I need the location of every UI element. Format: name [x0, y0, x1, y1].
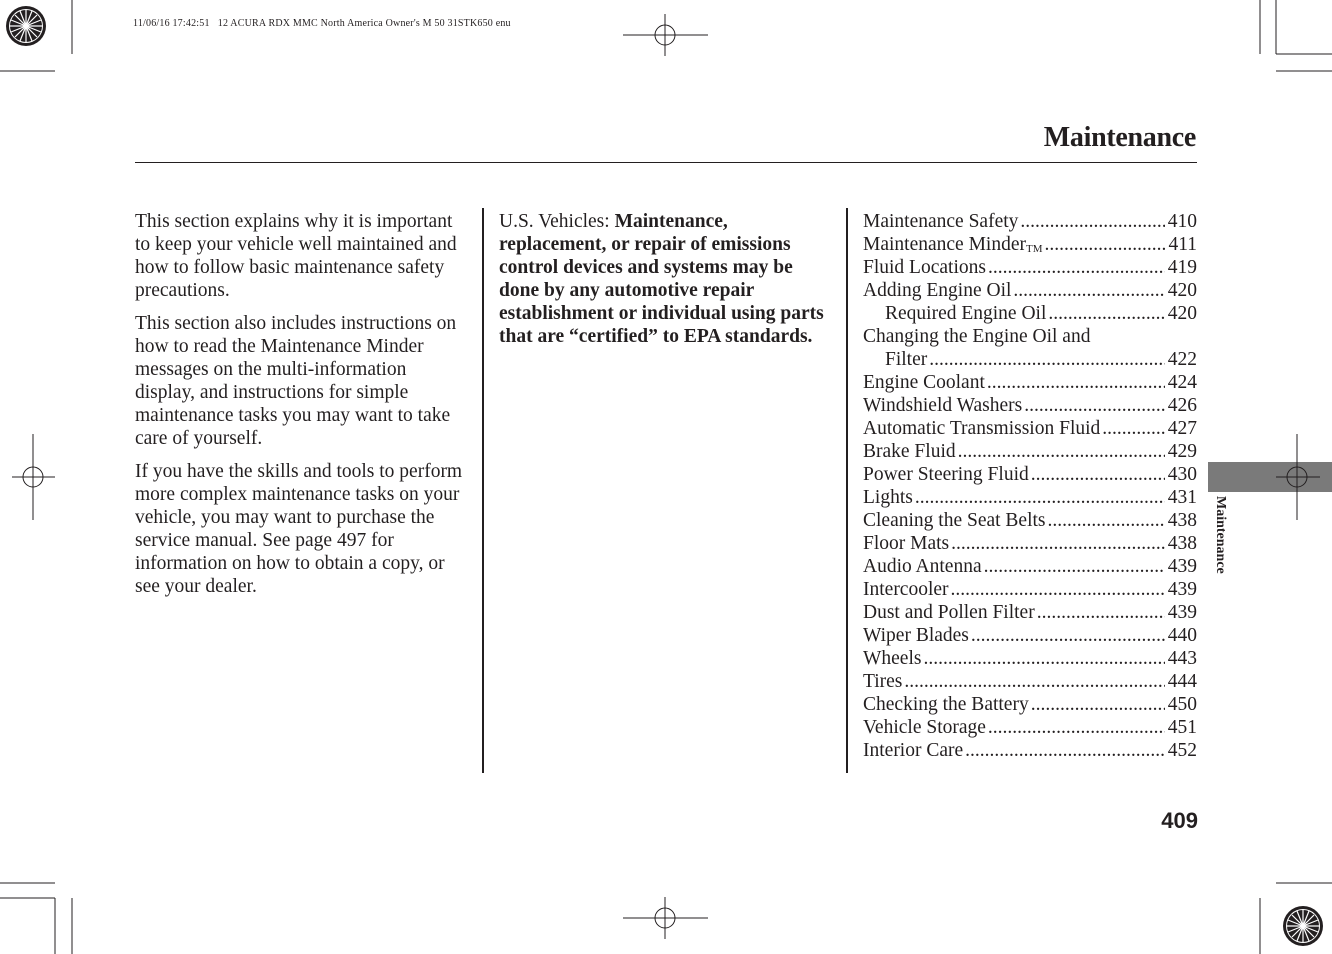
toc-entry-page: 427	[1167, 418, 1197, 439]
toc-entry[interactable]	[863, 486, 1197, 509]
toc-entry[interactable]	[863, 509, 1197, 532]
toc-entry[interactable]	[863, 578, 1197, 601]
toc-entry-label: Adding Engine Oil	[863, 280, 1012, 301]
toc-entry[interactable]	[863, 279, 1197, 302]
toc-entry-page: 419	[1167, 257, 1197, 278]
toc-leader-dots	[965, 739, 1165, 762]
toc-entry[interactable]	[863, 555, 1197, 578]
toc-leader-dots	[1102, 417, 1164, 440]
toc-leader-dots	[958, 440, 1165, 463]
toc-entry-page: 431	[1167, 487, 1197, 508]
toc-entry-page: 443	[1167, 648, 1197, 669]
toc-leader-dots	[1013, 279, 1164, 302]
toc-entry-page: 410	[1167, 211, 1197, 232]
toc-entry[interactable]	[863, 624, 1197, 647]
toc-leader-dots	[915, 486, 1165, 509]
intro-paragraph-3: If you have the skills and tools to perform more complex maintenance tasks on your vehicle, you may want to purchase the service manual. See page 497 for information on how to obtain a copy, or see your dealer.	[135, 461, 463, 597]
toc-leader-dots	[988, 256, 1165, 279]
toc-entry[interactable]	[863, 210, 1197, 233]
toc-leader-dots	[1031, 463, 1165, 486]
toc-entry[interactable]	[863, 647, 1197, 670]
toc-entry[interactable]	[863, 325, 1197, 348]
toc-entry[interactable]	[863, 371, 1197, 394]
toc-entry[interactable]	[863, 739, 1197, 762]
toc-entry-label: Engine Coolant	[863, 372, 985, 393]
toc-entry[interactable]	[863, 532, 1197, 555]
toc-entry[interactable]	[863, 601, 1197, 624]
toc-leader-dots	[988, 716, 1165, 739]
toc-entry-label: Wheels	[863, 648, 922, 669]
toc-entry-page: 438	[1167, 533, 1197, 554]
intro-column	[135, 210, 465, 608]
toc-entry-label: Vehicle Storage	[863, 717, 986, 738]
trademark-mark: TM	[1025, 243, 1043, 255]
toc-entry-page: 450	[1167, 694, 1197, 715]
toc-leader-dots	[929, 348, 1165, 371]
toc-leader-dots	[1031, 693, 1165, 716]
toc-entry-page: 422	[1167, 349, 1197, 370]
toc-entry-label: Maintenance Safety	[863, 211, 1019, 232]
toc-entry-label: Wiper Blades	[863, 625, 969, 646]
page-number: 409	[1161, 808, 1198, 833]
toc-entry-page: 439	[1167, 602, 1197, 623]
toc-entry[interactable]	[863, 716, 1197, 739]
toc-entry-label: Tires	[863, 671, 903, 692]
toc-entry-label: Floor Mats	[863, 533, 950, 554]
toc-entry[interactable]	[863, 693, 1197, 716]
toc-entry-page: 452	[1167, 740, 1197, 761]
toc-entry-page: 451	[1167, 717, 1197, 738]
toc-entry[interactable]	[863, 417, 1197, 440]
toc-entry-page: 420	[1167, 280, 1197, 301]
table-of-contents	[863, 210, 1197, 762]
toc-entry-page: 440	[1167, 625, 1197, 646]
toc-entry-page: 429	[1167, 441, 1197, 462]
toc-leader-dots	[971, 624, 1165, 647]
emissions-notice	[499, 210, 829, 348]
notice-lead: U.S. Vehicles:	[499, 211, 615, 232]
toc-entry-page: 426	[1167, 395, 1197, 416]
toc-entry-page: 438	[1167, 510, 1197, 531]
toc-leader-dots	[904, 670, 1164, 693]
toc-entry[interactable]	[863, 440, 1197, 463]
toc-entry-label: Cleaning the Seat Belts	[863, 510, 1046, 531]
toc-entry-page: 444	[1167, 671, 1197, 692]
toc-entry-label: Fluid Locations	[863, 257, 986, 278]
toc-leader-dots	[1020, 210, 1164, 233]
toc-leader-dots	[1037, 601, 1165, 624]
toc-entry-label: Intercooler	[863, 579, 949, 600]
toc-entry-label: Automatic Transmission Fluid	[863, 418, 1101, 439]
toc-leader-dots	[951, 578, 1165, 601]
side-tab-label: Maintenance	[1213, 496, 1228, 574]
toc-entry-page: 439	[1167, 579, 1197, 600]
toc-entry-page: 411	[1168, 234, 1197, 255]
toc-entry-page: 439	[1167, 556, 1197, 577]
page-title: Maintenance	[1043, 122, 1196, 153]
toc-entry-page: 420	[1167, 303, 1197, 324]
toc-entry-label: Interior Care	[863, 740, 964, 761]
toc-leader-dots	[984, 555, 1165, 578]
toc-entry-label: Changing the Engine Oil and	[863, 326, 1091, 347]
title-rule	[135, 162, 1197, 163]
toc-entry-label: Required Engine Oil	[885, 303, 1047, 324]
intro-paragraph-1: This section explains why it is important to keep your vehicle well maintained and how to follow basic maintenance safety precautions.	[135, 211, 457, 301]
toc-entry[interactable]	[863, 394, 1197, 417]
toc-leader-dots	[1048, 509, 1165, 532]
toc-entry-label: Brake Fluid	[863, 441, 956, 462]
toc-entry-label: Lights	[863, 487, 913, 508]
toc-entry-label: Windshield Washers	[863, 395, 1023, 416]
intro-paragraph-2: This section also includes instructions on how to read the Maintenance Minder messages on the multi-information display, and instructions for simple maintenance tasks you may want to take care of yourself.	[135, 313, 457, 449]
toc-entry-label: Power Steering Fluid	[863, 464, 1029, 485]
toc-entry-label: Maintenance Minder	[863, 234, 1026, 255]
toc-entry-label: Audio Antenna	[863, 556, 982, 577]
toc-entry-label: Checking the Battery	[863, 694, 1029, 715]
toc-entry[interactable]	[863, 670, 1197, 693]
toc-leader-dots	[923, 647, 1164, 670]
section-tab	[1208, 462, 1332, 492]
toc-entry-label: Dust and Pollen Filter	[863, 602, 1035, 623]
toc-entry[interactable]	[863, 463, 1197, 486]
toc-leader-dots	[951, 532, 1165, 555]
toc-leader-dots	[1048, 302, 1164, 325]
toc-entry[interactable]	[863, 233, 1197, 256]
toc-leader-dots	[1024, 394, 1165, 417]
toc-entry[interactable]	[863, 348, 1197, 371]
notice-body: Maintenance, replacement, or repair of emissions control devices and systems may be done by any automotive repair establishment or individual using parts that are “certified” to EPA standards.	[499, 211, 824, 347]
print-info-line: 11/06/16 17:42:51 12 ACURA RDX MMC North America Owner's M 50 31STK650 enu	[133, 18, 511, 29]
toc-entry-label: Filter	[885, 349, 928, 370]
toc-leader-dots	[1044, 233, 1165, 256]
toc-entry-page: 424	[1167, 372, 1197, 393]
toc-entry-page: 430	[1167, 464, 1197, 485]
toc-leader-dots	[987, 371, 1165, 394]
column-divider	[846, 208, 848, 773]
toc-entry[interactable]	[863, 302, 1197, 325]
column-divider	[482, 208, 484, 773]
